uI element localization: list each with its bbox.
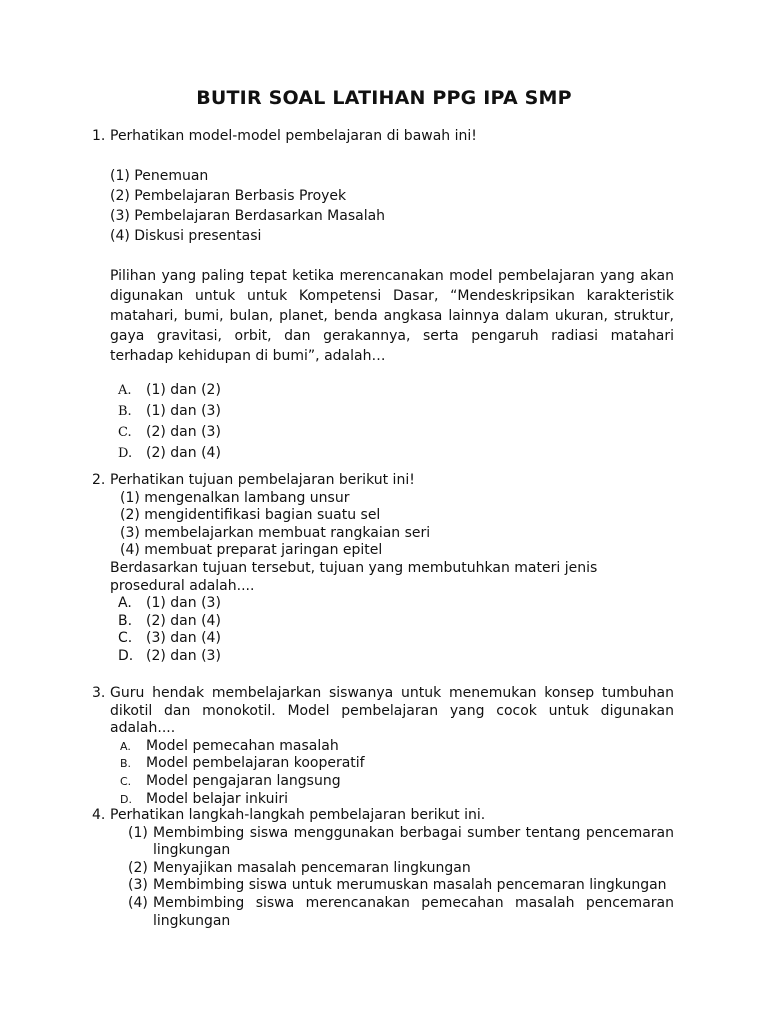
option-text: (1) dan (3) [146, 403, 221, 419]
question-1 [92, 126, 674, 464]
option-text: (3) dan (4) [146, 630, 221, 647]
list-item [128, 877, 674, 895]
option-letter: D. [118, 446, 133, 461]
question-1-options [118, 380, 674, 464]
list-item-marker: (2) [128, 859, 148, 876]
option-letter: B. [118, 404, 132, 419]
list-item [128, 860, 674, 878]
option-text: (1) dan (2) [146, 382, 221, 398]
option-text: (1) dan (3) [146, 595, 221, 612]
list-item-text: Membimbing siswa merencanakan pemecahan masalah pencemaran lingkungan [153, 894, 674, 929]
list-item: (4) Diskusi presentasi [110, 228, 262, 244]
list-item [128, 825, 674, 860]
question-3-number: 3. [92, 685, 106, 701]
option-text: (2) dan (3) [146, 647, 221, 664]
list-item: (3) membelajarkan membuat rangkaian seri [120, 524, 431, 541]
option-a[interactable] [118, 380, 674, 401]
question-1-stem: Perhatikan model-model pembelajaran di bawah ini! [110, 128, 477, 144]
list-item-marker: (4) [128, 894, 148, 911]
option-text: Model belajar inkuiri [146, 790, 288, 807]
question-1-items [110, 166, 674, 246]
option-b[interactable] [118, 401, 674, 422]
question-2-number: 2. [92, 472, 106, 488]
list-item: (1) mengenalkan lambang unsur [120, 489, 350, 506]
list-item-text: Membimbing siswa menggunakan berbagai sumber tentang pencemaran lingkungan [153, 824, 674, 859]
option-letter: C. [118, 630, 133, 647]
option-d[interactable] [118, 443, 674, 464]
option-text: Model pengajaran langsung [146, 772, 341, 789]
option-text: (2) dan (4) [146, 612, 221, 629]
question-4-stem-line [92, 807, 674, 825]
option-letter: C. [118, 425, 132, 440]
list-item: (4) membuat preparat jaringan epitel [120, 542, 383, 559]
option-text: (2) dan (3) [146, 424, 221, 440]
list-item [128, 895, 674, 930]
option-a[interactable] [120, 738, 674, 756]
list-item: (3) Pembelajaran Berdasarkan Masalah [110, 208, 386, 224]
question-2-stem: Perhatikan tujuan pembelajaran berikut ini! [110, 472, 415, 488]
list-item: (2) Pembelajaran Berbasis Proyek [110, 188, 347, 204]
option-c[interactable] [120, 773, 674, 791]
option-letter: A. [118, 383, 132, 398]
option-text: Model pembelajaran kooperatif [146, 755, 365, 772]
question-3-stem: Guru hendak membelajarkan siswanya untuk menemukan konsep tumbuhan dikotil dan monokotil. Model pembelajaran yang cocok untuk digunakan adalah.... [110, 685, 674, 737]
question-3-options [120, 738, 674, 808]
option-letter: D. [118, 647, 134, 664]
list-item-marker: (1) [128, 824, 148, 841]
question-4 [92, 807, 674, 930]
question-3-stem-line [92, 685, 674, 738]
page-title: BUTIR SOAL LATIHAN PPG IPA SMP [196, 87, 572, 109]
option-b[interactable] [120, 755, 674, 773]
question-2-items [120, 490, 674, 560]
option-letter: D. [120, 792, 132, 806]
option-c[interactable] [118, 422, 674, 443]
option-letter: A. [120, 739, 131, 753]
option-letter: B. [118, 612, 133, 629]
list-item-text: Menyajikan masalah pencemaran lingkungan [153, 859, 471, 876]
option-letter: A. [118, 595, 132, 612]
list-item-text: Membimbing siswa untuk merumuskan masalah pencemaran lingkungan [153, 877, 667, 894]
option-d[interactable] [120, 791, 674, 809]
option-letter: B. [120, 757, 132, 771]
question-1-paragraph: Pilihan yang paling tepat ketika merencanakan model pembelajaran yang akan digunakan untuk untuk Kompetensi Dasar, “Mendeskripsikan karakteristik matahari, bumi, bulan, planet, benda angkasa lainnya dalam ukuran, struktur, gaya gravitasi, orbit, dan gerakannya, serta pengaruh radiasi matahari terhadap kehidupan di bumi”, adalah… [110, 268, 674, 364]
list-item: (2) mengidentifikasi bagian suatu sel [120, 507, 381, 524]
question-2-options [118, 595, 674, 665]
list-item-marker: (3) [128, 877, 148, 894]
option-a[interactable] [118, 595, 674, 613]
option-c[interactable] [118, 630, 674, 648]
question-1-number: 1. [92, 128, 106, 144]
option-d[interactable] [118, 648, 674, 666]
question-2 [92, 472, 674, 666]
question-4-items [128, 825, 674, 931]
question-3 [92, 685, 674, 808]
question-4-stem: Perhatikan langkah-langkah pembelajaran berikut ini. [110, 807, 486, 823]
question-2-stem-line [92, 472, 674, 490]
question-4-number: 4. [92, 807, 106, 823]
option-text: (2) dan (4) [146, 445, 221, 461]
question-1-stem-line [92, 126, 674, 146]
option-letter: C. [120, 774, 132, 788]
list-item: (1) Penemuan [110, 168, 209, 184]
question-2-paragraph: Berdasarkan tujuan tersebut, tujuan yang membutuhkan materi jenis prosedural adalah.... [110, 559, 598, 594]
option-text: Model pemecahan masalah [146, 737, 339, 754]
option-b[interactable] [118, 613, 674, 631]
